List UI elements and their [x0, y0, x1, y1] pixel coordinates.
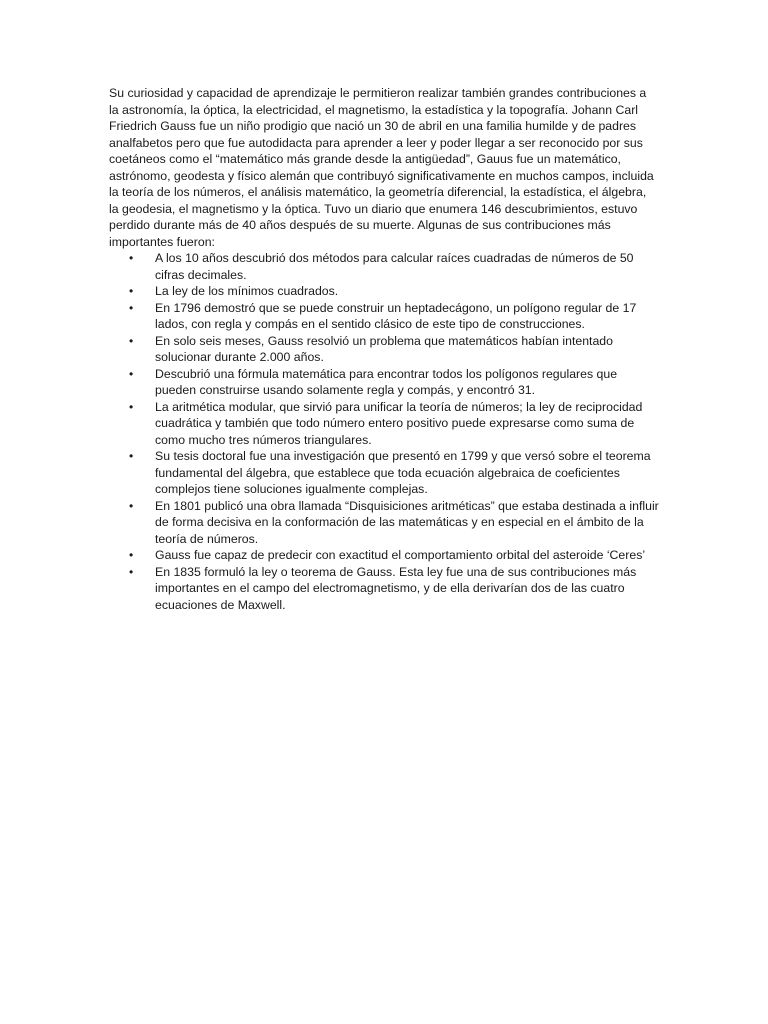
- contributions-list: [109, 250, 659, 613]
- bullet-icon: •: [129, 300, 134, 315]
- list-item-text: En solo seis meses, Gauss resolvió un problema que matemáticos habían intentado solucionar durante 2.000 años.: [155, 333, 613, 364]
- list-item: [109, 366, 659, 399]
- bullet-icon: •: [129, 564, 134, 579]
- intro-paragraph: Su curiosidad y capacidad de aprendizaje le permitieron realizar también grandes contribuciones a la astronomía, la óptica, la electricidad, el magnetismo, la estadística y la topografía. Johann Carl Friedrich Gauss fue un niño prodigio que nació un 30 de abril en una familia humilde y de padres analfabetos pero que fue autodidacta para aprender a leer y poder llegar a ser reconocido por sus coetáneos como el “matemático más grande desde la antigüedad”, Gauus fue un matemático, astrónomo, geodesta y físico alemán que contribuyó significativamente en muchos campos, incluida la teoría de los números, el análisis matemático, la geometría diferencial, la estadística, el álgebra, la geodesia, el magnetismo y la óptica. Tuvo un diario que enumera 146 descubrimientos, estuvo perdido durante más de 40 años después de su muerte. Algunas de sus contribuciones más importantes fueron:: [109, 86, 654, 249]
- list-item: [109, 300, 659, 333]
- list-item: [109, 333, 659, 366]
- list-item-text: La ley de los mínimos cuadrados.: [155, 284, 339, 298]
- bullet-icon: •: [129, 449, 134, 463]
- list-item-text: En 1801 publicó una obra llamada “Disquisiciones aritméticas” que estaba destinada a influir de forma decisiva en la conformación de las matemáticas y en especial en el ámbito de la teoría de números.: [155, 498, 659, 546]
- list-item: [109, 448, 659, 498]
- bullet-icon: •: [129, 548, 134, 562]
- bullet-icon: •: [129, 498, 134, 513]
- list-item-text: Gauss fue capaz de predecir con exactitud el comportamiento orbital del asteroide ‘Ceres’: [155, 548, 646, 562]
- bullet-icon: •: [129, 251, 134, 265]
- list-item-text: En 1796 demostró que se puede construir un heptadecágono, un polígono regular de 17 lados, con regla y compás en el sentido clásico de este tipo de construcciones.: [155, 300, 637, 331]
- bullet-icon: •: [129, 284, 134, 298]
- list-item: [109, 547, 659, 564]
- list-item: [109, 564, 659, 614]
- bullet-icon: •: [129, 366, 134, 381]
- list-item-text: A los 10 años descubrió dos métodos para calcular raíces cuadradas de números de 50 cifras decimales.: [155, 251, 634, 282]
- bullet-icon: •: [129, 399, 134, 414]
- document-body: [109, 85, 659, 613]
- list-item: [109, 250, 659, 283]
- list-item: [109, 399, 659, 449]
- bullet-icon: •: [129, 333, 134, 348]
- list-item-text: En 1835 formuló la ley o teorema de Gauss. Esta ley fue una de sus contribuciones más importantes en el campo del electromagnetismo, y de ella derivarían dos de las cuatro ecuaciones de Maxwell.: [155, 564, 637, 612]
- list-item-text: Su tesis doctoral fue una investigación que presentó en 1799 y que versó sobre el teorema fundamental del álgebra, que establece que toda ecuación algebraica de coeficientes complejos tiene soluciones igualmente complejas.: [155, 449, 651, 496]
- list-item: [109, 283, 659, 300]
- list-item: [109, 498, 659, 548]
- list-item-text: La aritmética modular, que sirvió para unificar la teoría de números; la ley de reciprocidad cuadrática y también que todo número entero positivo puede expresarse como suma de como mucho tres números triangulares.: [155, 399, 643, 447]
- list-item-text: Descubrió una fórmula matemática para encontrar todos los polígonos regulares que pueden construirse usando solamente regla y compás, y encontró 31.: [155, 366, 618, 397]
